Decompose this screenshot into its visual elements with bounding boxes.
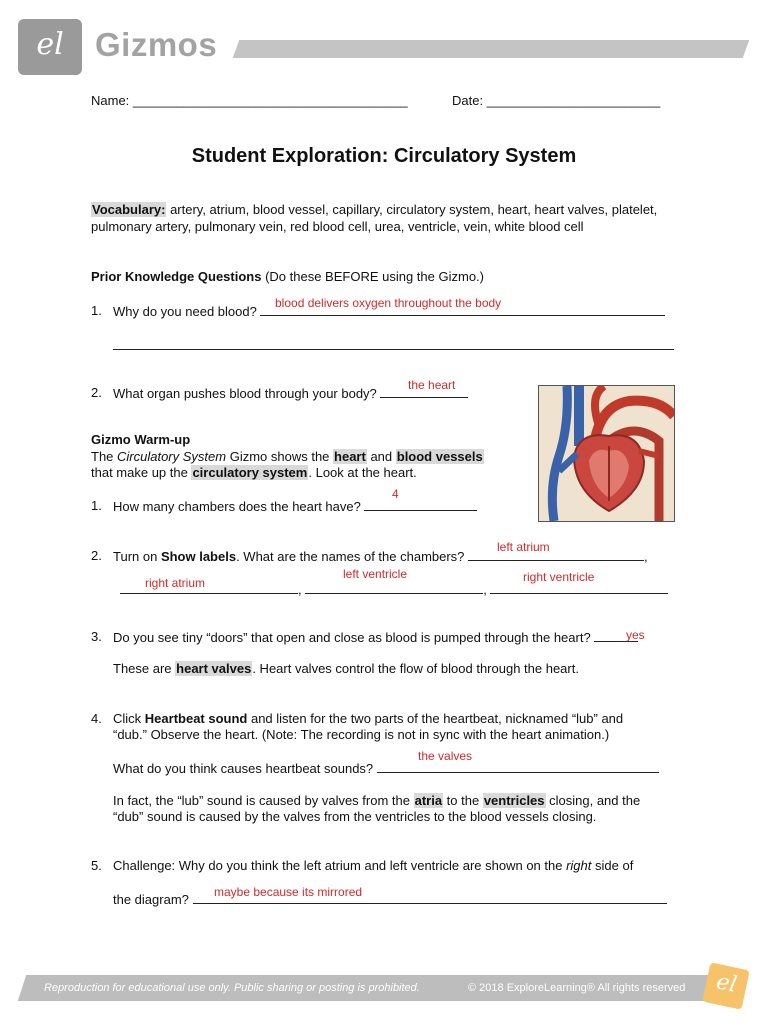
warmup-q3-note	[113, 661, 579, 676]
warmup-q3-answer: yes	[626, 628, 645, 642]
chamber-answer-line-1[interactable]	[468, 548, 644, 561]
chamber-answer-1: left atrium	[497, 540, 550, 554]
date-label: Date:	[452, 93, 484, 108]
warmup-gizmo-name: Circulatory System	[117, 449, 227, 464]
vocabulary-label: Vocabulary:	[92, 202, 166, 217]
q4-post: and listen for the two parts of the heartbeat, nicknamed “lub” and	[247, 711, 624, 726]
warmup-q5-answer: maybe because its mirrored	[214, 885, 363, 899]
prior-q1-answer: blood delivers oxygen throughout the body	[275, 296, 502, 310]
vocabulary-text: artery, atrium, blood vessel, capillary, circulatory system, heart, heart valves, platelet, pulmonary artery, pulmonary vein, red blood cell, urea, ventricle, vein, white blood cell	[91, 202, 658, 234]
warmup-q4-fact-line-2: “dub” sound is caused by the valves from the ventricles to the blood vessels closing.	[113, 809, 597, 824]
q4-pre: Click	[113, 711, 145, 726]
q4-fact-post: closing, and the	[545, 793, 641, 808]
header-bar	[233, 40, 750, 58]
footer-logo	[702, 962, 749, 1009]
warmup-q3-number: 3.	[91, 629, 102, 644]
warmup-q4-answer: the valves	[418, 749, 473, 763]
vocabulary	[91, 201, 691, 235]
warmup-text-the: The	[91, 449, 118, 464]
warmup-text-look: . Look at the heart.	[308, 465, 417, 480]
warmup-paragraph-line-2	[91, 465, 417, 480]
chamber-answer-3: left ventricle	[343, 567, 408, 581]
warmup-q1-answer: 4	[392, 487, 399, 501]
q5-pre: Challenge: Why do you think the left atrium and left ventricle are shown on the	[113, 858, 567, 873]
warmup-q5-number: 5.	[91, 858, 102, 873]
explorelearning-logo	[18, 19, 82, 75]
warmup-term-system: circulatory system	[192, 465, 308, 480]
warmup-term-heart: heart	[334, 449, 366, 464]
warmup-q1-answer-line[interactable]	[364, 498, 477, 511]
prior-heading: Prior Knowledge Questions	[91, 269, 262, 284]
warmup-text-shows: Gizmo shows the	[226, 449, 334, 464]
chamber-answer-line-3[interactable]	[305, 581, 483, 594]
q4-heartbeat-sound: Heartbeat sound	[144, 711, 248, 726]
warmup-term-vessels: blood vessels	[396, 449, 483, 464]
warmup-q2-number: 2.	[91, 548, 102, 563]
warmup-q2: Turn on Show labels. What are the names of the chambers? ,	[113, 549, 648, 564]
q4-fact-to: to the	[443, 793, 483, 808]
prior-knowledge-heading	[91, 269, 484, 284]
warmup-q2-show-labels: Show labels	[160, 549, 237, 564]
prior-q2-text: What organ pushes blood through your body?	[113, 386, 377, 401]
warmup-q2-pre: Turn on	[113, 549, 161, 564]
warmup-q4-fact-line-1	[113, 793, 640, 808]
page-title: Student Exploration: Circulatory System	[191, 145, 577, 167]
warmup-heading: Gizmo Warm-up	[91, 432, 191, 447]
q3-note-heart-valves: heart valves	[176, 661, 252, 676]
warmup-q2-post: . What are the names of the chambers?	[236, 549, 465, 564]
q3-note-pre: These are	[113, 661, 176, 676]
name-field[interactable]	[91, 93, 408, 108]
q5-line2-text: the diagram?	[113, 892, 189, 907]
prior-q1-number: 1.	[91, 303, 102, 318]
chamber-answer-lines: , ,	[120, 581, 668, 597]
warmup-q4-number: 4.	[91, 711, 102, 726]
q4-fact-atria: atria	[414, 793, 443, 808]
prior-q1-text: Why do you need blood?	[113, 304, 257, 319]
name-label: Name:	[91, 93, 130, 108]
q4-fact-ventricles: ventricles	[483, 793, 545, 808]
warmup-q3-text: Do you see tiny “doors” that open and close as blood is pumped through the heart?	[113, 630, 591, 645]
prior-q2-answer: the heart	[408, 378, 456, 392]
prior-note: (Do these BEFORE using the Gizmo.)	[261, 269, 484, 284]
warmup-q5-line-2	[113, 891, 667, 907]
logo-mark: el	[36, 27, 64, 62]
chamber-answer-4: right ventricle	[523, 570, 595, 584]
heart-diagram-image	[538, 385, 675, 522]
warmup-text-and: and	[366, 449, 396, 464]
q3-note-post: . Heart valves control the flow of blood through the heart.	[252, 661, 579, 676]
warmup-q1-text: How many chambers does the heart have?	[113, 499, 361, 514]
prior-q1-answer-line-2[interactable]	[113, 337, 674, 350]
date-line: ________________________	[486, 93, 661, 108]
chamber-answer-2: right atrium	[145, 576, 206, 590]
warmup-q4-line-1	[113, 711, 623, 726]
heart-illustration	[539, 386, 674, 521]
date-field[interactable]	[452, 93, 660, 108]
q5-right: right	[566, 858, 592, 873]
name-line: ______________________________________	[132, 93, 408, 108]
brand-name: Gizmos	[95, 26, 218, 63]
warmup-text-that: that make up the	[91, 465, 192, 480]
warmup-q4-prompt	[113, 760, 659, 776]
warmup-q5-line-1	[113, 858, 633, 873]
footer-disclaimer: Reproduction for educational use only. Public sharing or posting is prohibited.	[44, 982, 420, 994]
warmup-q1-number: 1.	[91, 498, 102, 513]
prior-q2-number: 2.	[91, 385, 102, 400]
footer-logo-mark: el	[714, 969, 739, 998]
warmup-q1	[113, 498, 477, 514]
footer-copyright: © 2018 ExploreLearning® All rights reserved	[468, 982, 686, 994]
q4-prompt-text: What do you think causes heartbeat sounds?	[113, 761, 374, 776]
warmup-q3	[113, 629, 638, 645]
q5-post: side of	[591, 858, 634, 873]
warmup-paragraph-line-1	[91, 449, 484, 464]
warmup-q4-line-2: “dub.” Observe the heart. (Note: The recording is not in sync with the heart animation.)	[113, 727, 610, 742]
q4-fact-pre: In fact, the “lub” sound is caused by valves from the	[113, 793, 414, 808]
